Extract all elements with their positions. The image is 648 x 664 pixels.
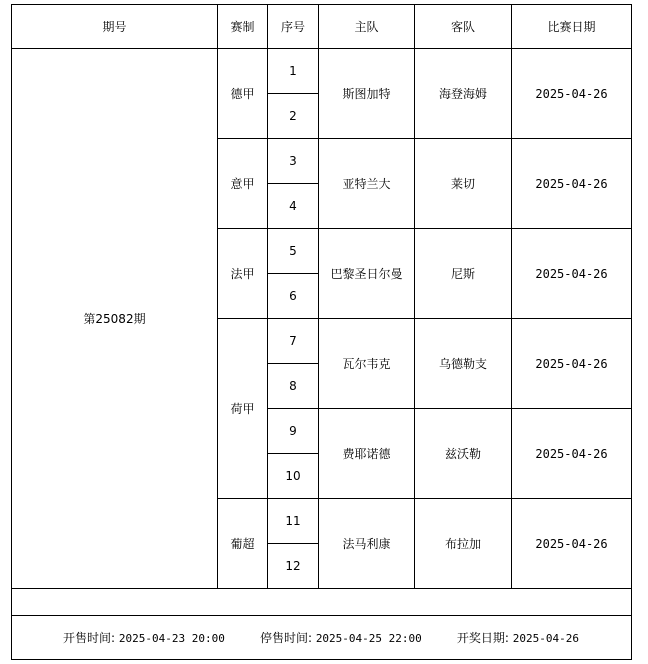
sale-end: [260, 632, 422, 644]
match-date-cell: 2025-04-26: [512, 139, 632, 229]
header-date: 比赛日期: [512, 5, 632, 49]
home-team-cell: 斯图加特: [319, 49, 415, 139]
league-cell: 荷甲: [218, 319, 268, 499]
match-date-cell: 2025-04-26: [512, 409, 632, 499]
away-team-cell: 海登海姆: [415, 49, 512, 139]
header-league: 赛制: [218, 5, 268, 49]
seq-cell: 9: [268, 409, 319, 454]
draw-date-value: 2025-04-26: [512, 631, 579, 645]
header-home: 主队: [319, 5, 415, 49]
away-team-cell: 布拉加: [415, 499, 512, 589]
home-team-cell: 费耶诺德: [319, 409, 415, 499]
seq-cell: 2: [268, 94, 319, 139]
seq-cell: 7: [268, 319, 319, 364]
sale-end-value: 2025-04-25 22:00: [315, 631, 422, 645]
sale-end-label: 停售时间:: [259, 630, 312, 645]
away-team-cell: 莱切: [415, 139, 512, 229]
match-date-cell: 2025-04-26: [512, 49, 632, 139]
seq-cell: 10: [268, 454, 319, 499]
header-away: 客队: [415, 5, 512, 49]
schedule-table: [11, 4, 632, 660]
seq-cell: 3: [268, 139, 319, 184]
home-team-cell: 法马利康: [319, 499, 415, 589]
away-team-cell: 兹沃勒: [415, 409, 512, 499]
seq-cell: 4: [268, 184, 319, 229]
seq-cell: 8: [268, 364, 319, 409]
match-date-cell: 2025-04-26: [512, 499, 632, 589]
seq-cell: 6: [268, 274, 319, 319]
league-cell: 葡超: [218, 499, 268, 589]
seq-cell: 5: [268, 229, 319, 274]
home-team-cell: 亚特兰大: [319, 139, 415, 229]
match-date-cell: 2025-04-26: [512, 319, 632, 409]
blank-cell: [12, 589, 632, 616]
home-team-cell: 巴黎圣日尔曼: [319, 229, 415, 319]
sale-start: [63, 632, 225, 644]
footer-cell: [12, 616, 632, 660]
league-cell: 意甲: [218, 139, 268, 229]
draw-date: [457, 632, 579, 644]
seq-cell: 1: [268, 49, 319, 94]
header-row: [12, 5, 632, 49]
seq-cell: 11: [268, 499, 319, 544]
sale-start-label: 开售时间:: [63, 630, 116, 645]
sale-start-value: 2025-04-23 20:00: [118, 631, 225, 645]
away-team-cell: 乌德勒支: [415, 319, 512, 409]
blank-row: [12, 589, 632, 616]
table-row: [12, 49, 632, 94]
league-cell: 法甲: [218, 229, 268, 319]
period-cell: 第25082期: [12, 49, 218, 589]
footer-info: [12, 632, 631, 644]
header-period: 期号: [12, 5, 218, 49]
away-team-cell: 尼斯: [415, 229, 512, 319]
header-seq: 序号: [268, 5, 319, 49]
seq-cell: 12: [268, 544, 319, 589]
footer-row: [12, 616, 632, 660]
draw-date-label: 开奖日期:: [456, 630, 509, 645]
match-date-cell: 2025-04-26: [512, 229, 632, 319]
league-cell: 德甲: [218, 49, 268, 139]
home-team-cell: 瓦尔韦克: [319, 319, 415, 409]
